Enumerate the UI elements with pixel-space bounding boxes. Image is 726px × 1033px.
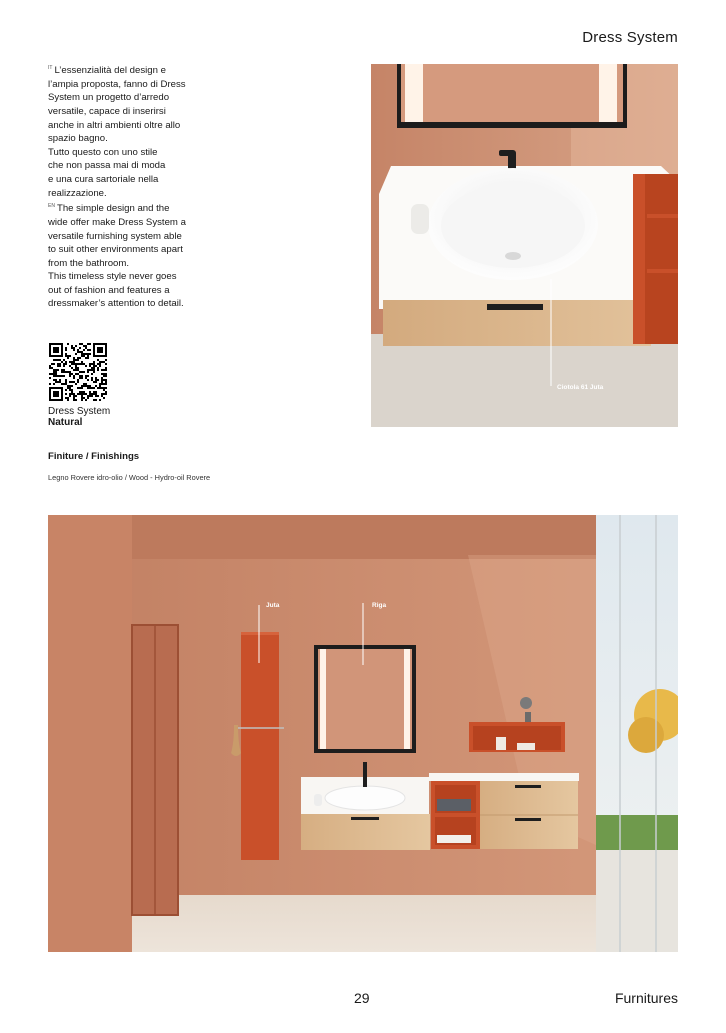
- en-line: wide offer make Dress System a: [48, 216, 186, 228]
- page-header-title: Dress System: [582, 29, 678, 46]
- en-line: The simple design and the: [56, 203, 170, 215]
- callout-riga: Riga: [372, 602, 387, 609]
- it-line: versatile, capace di inserirsi: [48, 105, 166, 117]
- callout-juta: Juta: [266, 602, 280, 609]
- en-line: dressmaker’s attention to detail.: [48, 298, 184, 310]
- qr-caption: [48, 406, 110, 428]
- it-line: System un progetto d’arredo: [48, 92, 170, 104]
- finishings-text: Legno Rovere idro-olio / Wood - Hydro-oil Rovere: [48, 473, 211, 482]
- bathroom-scene-photo: [48, 515, 678, 952]
- it-line: l’ampia proposta, fanno di Dress: [48, 78, 186, 90]
- footer-section-label: Furnitures: [614, 990, 678, 1006]
- it-line: Tutto questo con uno stile: [48, 146, 158, 158]
- it-line: e una cura sartoriale nella: [48, 173, 159, 185]
- italian-paragraph: [48, 62, 208, 200]
- it-line: anche in altri ambienti oltre allo: [48, 119, 181, 131]
- qr-caption-line2: Natural: [48, 417, 83, 428]
- qr-code-graphic: [49, 343, 107, 401]
- vanity-closeup-illustration: [371, 64, 678, 427]
- en-line: This timeless style never goes: [48, 271, 177, 283]
- en-line: out of fashion and features a: [48, 284, 170, 296]
- it-line: spazio bagno.: [48, 133, 108, 145]
- english-marker: EN: [48, 203, 55, 210]
- english-paragraph: [48, 200, 208, 311]
- bathroom-scene-illustration: [48, 515, 678, 952]
- it-line: L’essenzialità del design e: [54, 65, 166, 77]
- finishings-title: Finiture / Finishings: [48, 451, 140, 462]
- en-line: versatile furnishing system able: [48, 230, 182, 242]
- en-line: from the bathroom.: [48, 257, 130, 269]
- qr-code[interactable]: [49, 343, 107, 401]
- vanity-closeup-photo: [371, 64, 678, 427]
- en-line: to suit other environments apart: [48, 244, 183, 256]
- qr-caption-line1: Dress System: [48, 406, 111, 417]
- description-text: [48, 62, 208, 311]
- it-line: che non passa mai di moda: [48, 160, 166, 172]
- it-line: realizzazione.: [48, 187, 107, 199]
- page-number: 29: [354, 990, 370, 1006]
- top-photo-callout: Ciotola 61 Juta: [557, 384, 604, 391]
- italian-marker: IT: [48, 65, 53, 71]
